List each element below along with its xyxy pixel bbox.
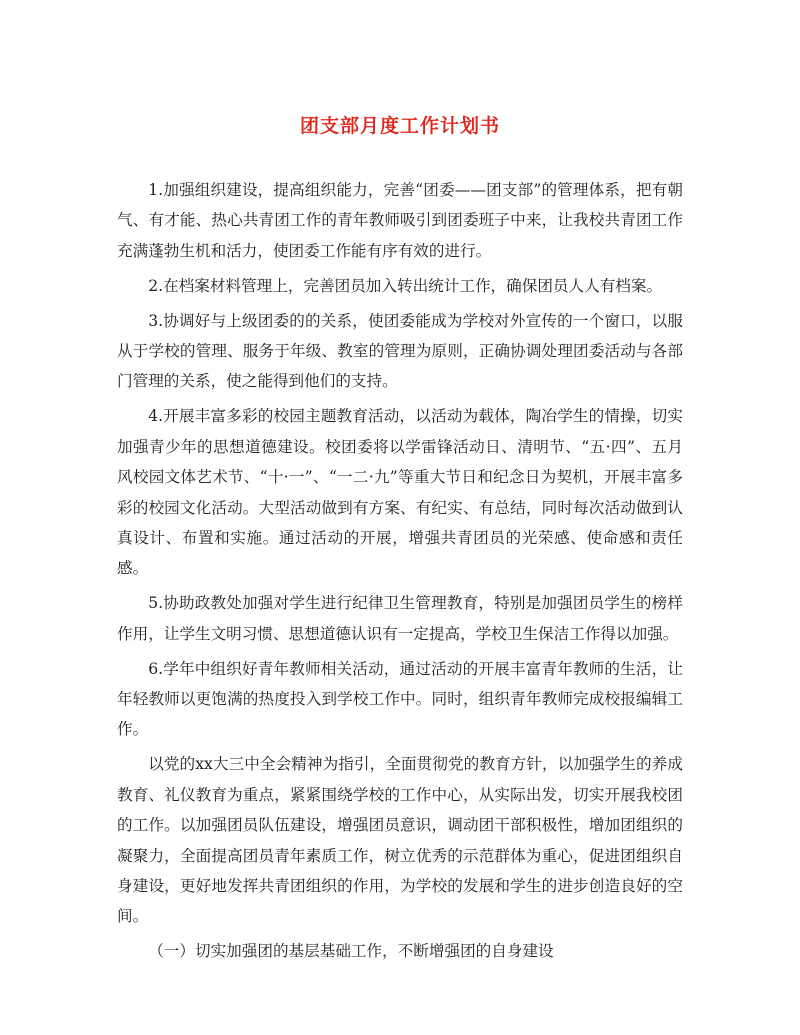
paragraph-1: 1.加强组织建设，提高组织能力，完善“团委——团支部”的管理体系，把有朝气、有才能、热心共青团工作的青年教师吸引到团委班子中来，让我校共青团工作充满蓬勃生机和活力，使团委工作能有序有效的进行。 [117,181,683,260]
paragraph-2: 2.在档案材料管理上，完善团员加入转出统计工作，确保团员人人有档案。 [148,276,663,295]
paragraph-3: 3.协调好与上级团委的的关系，使团委能成为学校对外宣传的一个窗口，以服从于学校的管理、服务于年级、教室的管理为原则，正确协调处理团委活动与各部门管理的关系，使之能得到他们的支持。 [117,311,683,391]
paragraph-4: 4.开展丰富多彩的校园主题教育活动，以活动为载体，陶冶学生的情操，切实加强青少年的思想道德建设。校团委将以学雷锋活动日、清明节、“五·四”、五月风校园文体艺术节、“十·一”、“一二·九”等重大节日和纪念日为契机，开展丰富多彩的校园文化活动。大型活动做到有方案、有纪实、有总结，同时每次活动做到认真设计、布置和实施。通过活动的开展，增强共青团员的光荣感、使命感和责任感。 [117,407,683,578]
paragraph-5: 5.协助政教处加强对学生进行纪律卫生管理教育，特别是加强团员学生的榜样作用，让学生文明习惯、思想道德认识有一定提高，学校卫生保洁工作得以加强。 [117,594,683,643]
document-title: 团支部月度工作计划书 [299,115,500,137]
document-body [117,175,683,971]
paragraph-7: 以党的xx大三中全会精神为指引，全面贯彻党的教育方针，以加强学生的养成教育、礼仪教育为重点，紧紧围绕学校的工作中心，从实际出发，切实开展我校团的工作。以加强团员队伍建设，增强团员意识，调动团干部积极性，增加团组织的凝聚力，全面提高团员青年素质工作，树立优秀的示范群体为重心，促进团组织自身建设，更好地发挥共青团组织的作用，为学校的发展和学生的进步创造良好的空间。 [117,755,683,926]
paragraph-6: 6.学年中组织好青年教师相关活动，通过活动的开展丰富青年教师的生活，让年轻教师以更饱满的热度投入到学校工作中。同时，组织青年教师完成校报编辑工作。 [117,659,683,739]
section-heading: （一）切实加强团的基层基础工作，不断增强团的自身建设 [148,942,554,961]
